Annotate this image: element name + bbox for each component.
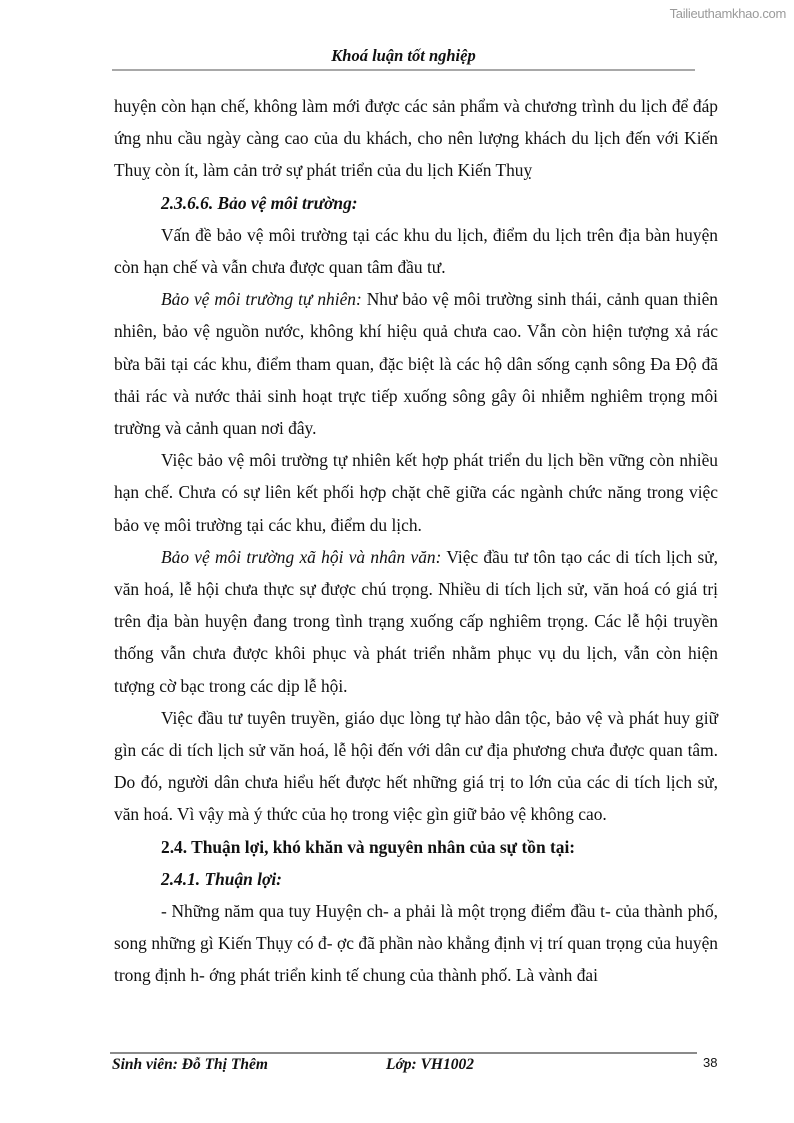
page-number: 38 xyxy=(703,1055,718,1070)
paragraph-lead: Bảo vệ môi trường xã hội và nhân văn: xyxy=(161,546,442,567)
paragraph: - Những năm qua tuy Huyện ch- a phải là một trọng điểm đầu t- của thành phố, song những gì Kiến Thụy có đ- ợc đã phần nào khẳng định vị trí quan trọng của huyện trong định h- ớng phát triển kinh tế chung của thành phố. Là vành đai xyxy=(114,901,718,986)
paragraph-text: Như bảo vệ môi trường sinh thái, cảnh quan thiên nhiên, bảo vệ nguồn nước, không khí hiệu quả chưa cao. Vẫn còn hiện tượng xả rác bừa bãi tại các khu, điểm tham quan, đặc biệt là các hộ dân sống cạnh sông Đa Độ đã thải rác và nước thải sinh hoạt trực tiếp xuống sông gây ôi nhiễm nghiêm trọng môi trường và cảnh quan nơi đây. xyxy=(114,289,718,439)
section-heading-2-4-1: 2.4.1. Thuận lợi: xyxy=(161,868,282,889)
watermark: Tailieuthamkhao.com xyxy=(669,6,786,21)
page-header-title: Khoá luận tốt nghiệp xyxy=(331,46,476,65)
footer-divider xyxy=(110,1052,697,1054)
student-name: Sinh viên: Đỗ Thị Thêm xyxy=(112,1056,268,1073)
paragraph-natural-environment xyxy=(114,283,718,444)
document-body xyxy=(114,90,718,992)
section-heading-2-3-6-6: 2.3.6.6. Bảo vệ môi trường: xyxy=(161,192,358,213)
paragraph: Việc đầu tư tuyên truyền, giáo dục lòng tự hào dân tộc, bảo vệ và phát huy giữ gìn các di tích lịch sử văn hoá, lễ hội đến với dân cư địa phương chưa được quan tâm. Do đó, người dân chưa hiểu hết được hết những giá trị to lớn của các di tích lịch sử, văn hoá. Vì vậy mà ý thức của họ trong việc gìn giữ bảo vệ không cao. xyxy=(114,707,718,825)
paragraph-continuation: huyện còn hạn chế, không làm mới được các sản phẩm và chương trình du lịch để đáp ứng nhu cầu ngày càng cao của du khách, cho nên lượng khách du lịch đến với Kiến Thuỵ còn ít, làm cản trở sự phát triển của du lịch Kiến Thuỵ xyxy=(114,96,718,181)
section-heading-2-4: 2.4. Thuận lợi, khó khăn và nguyên nhân của sự tồn tại: xyxy=(161,836,576,857)
header-divider xyxy=(112,69,695,71)
paragraph: Vấn đề bảo vệ môi trường tại các khu du lịch, điểm du lịch trên địa bàn huyện còn hạn chế và vẫn chưa được quan tâm đầu tư. xyxy=(114,224,718,278)
paragraph: Việc bảo vệ môi trường tự nhiên kết hợp phát triển du lịch bền vững còn nhiều hạn chế. Chưa có sự liên kết phối hợp chặt chẽ giữa các ngành chức năng trong việc bảo vẹ môi trường tại các khu, điểm du lịch. xyxy=(114,450,718,535)
class-code: Lớp: VH1002 xyxy=(386,1056,474,1073)
paragraph-text: Việc đầu tư tôn tạo các di tích lịch sử, văn hoá, lễ hội chưa thực sự được chú trọng. Nhiều di tích lịch sử, văn hoá có giá trị trên địa bàn huyện đang trong tình trạng xuống cấp nghiêm trọng. Các lễ hội truyền thống vẫn chưa được khôi phục và phát triển nhằm phục vụ du lịch, vẫn còn hiện tượng cờ bạc trong các dịp lễ hội. xyxy=(114,546,718,696)
paragraph-social-environment xyxy=(114,541,718,702)
paragraph-lead: Bảo vệ môi trường tự nhiên: xyxy=(161,289,362,310)
